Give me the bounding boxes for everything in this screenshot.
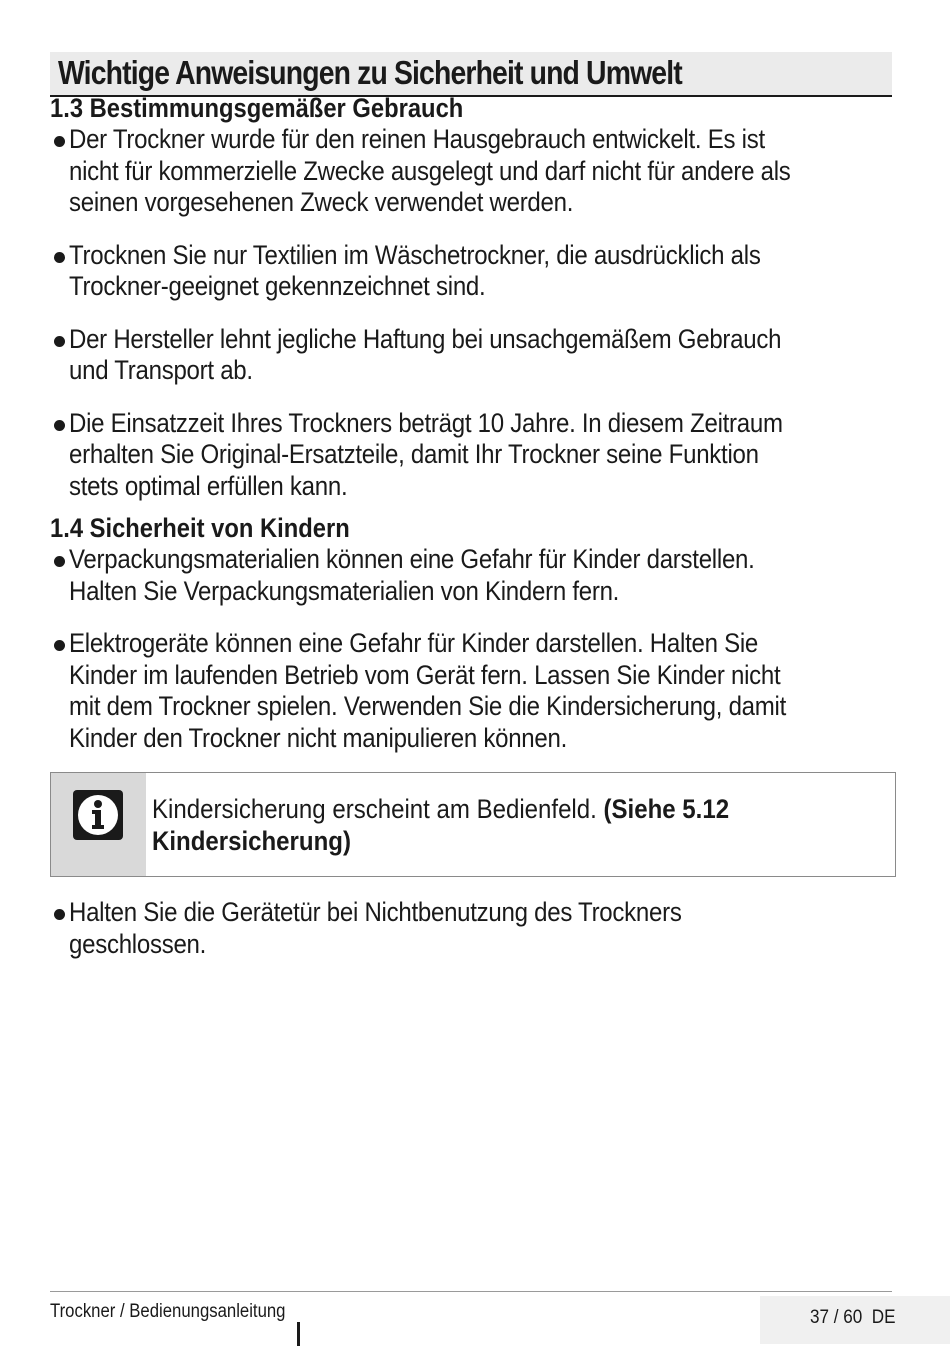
bullet-icon <box>50 628 69 754</box>
info-note-box <box>50 772 896 877</box>
section-heading-1-4: 1.4 Sicherheit von Kindern <box>50 513 350 543</box>
section-heading-1-3: 1.3 Bestimmungsgemäßer Gebrauch <box>50 93 464 123</box>
list-item-text: Trocknen Sie nur Textilien im Wäschetrockner, die ausdrücklich als Trockner-geeignet gekennzeichnet sind. <box>69 239 761 301</box>
list-item-text: Die Einsatzzeit Ihres Trockners beträgt 10 Jahre. In diesem Zeitraum erhalten Sie Original-Ersatzteile, damit Ihr Trockner seine Funktion stets optimal erfüllen kann. <box>69 407 783 501</box>
list-item <box>50 544 895 607</box>
footer-document-title: Trockner / Bedienungsanleitung <box>50 1301 286 1322</box>
list-item-text: Der Trockner wurde für den reinen Hausgebrauch entwickelt. Es ist nicht für kommerzielle Zwecke ausgelegt und darf nicht für andere als seinen vorgesehenen Zweck verwendet werden. <box>69 124 791 217</box>
list-item <box>50 408 895 503</box>
bullet-icon <box>50 124 69 219</box>
footer-page-box <box>760 1296 950 1344</box>
page-number: 37 / 60 <box>810 1307 863 1328</box>
last-list-item-container <box>50 897 895 960</box>
bullet-icon <box>50 240 69 303</box>
footer-mark <box>297 1322 300 1346</box>
bullet-icon <box>50 544 69 607</box>
footer-divider <box>50 1291 892 1292</box>
list-item <box>50 240 895 303</box>
list-item-text: Verpackungsmaterialien können eine Gefahr für Kinder darstellen. Halten Sie Verpackungsmaterialien von Kindern fern. <box>69 544 755 606</box>
list-item <box>50 897 895 960</box>
info-icon <box>73 790 123 840</box>
footer-page-info <box>810 1307 896 1329</box>
list-item <box>50 324 895 387</box>
main-content <box>50 92 895 754</box>
bullet-icon <box>50 324 69 387</box>
list-item <box>50 628 895 754</box>
list-item <box>50 124 895 219</box>
info-note-plain: Kindersicherung erscheint am Bedienfeld. <box>152 794 604 824</box>
list-item-text: Der Hersteller lehnt jegliche Haftung bei unsachgemäßem Gebrauch und Transport ab. <box>69 323 782 385</box>
info-note-reference: (Siehe 5.12 Kindersicherung) <box>152 794 730 856</box>
bullet-icon <box>50 897 69 960</box>
language-code: DE <box>871 1307 896 1328</box>
page-header <box>50 52 892 97</box>
list-item-text: Elektrogeräte können eine Gefahr für Kinder darstellen. Halten Sie Kinder im laufenden Betrieb vom Gerät fern. Lassen Sie Kinder nicht mit dem Trockner spielen. Verwenden Sie die Kindersicherung, damit Kinder den Trockner nicht manipulieren können. <box>69 628 787 753</box>
info-note-text <box>152 793 802 857</box>
page-title: Wichtige Anweisungen zu Sicherheit und Umwelt <box>58 54 682 91</box>
info-icon-cell <box>51 773 146 876</box>
bullet-icon <box>50 408 69 503</box>
list-item-text: Halten Sie die Gerätetür bei Nichtbenutzung des Trockners geschlossen. <box>69 897 682 959</box>
